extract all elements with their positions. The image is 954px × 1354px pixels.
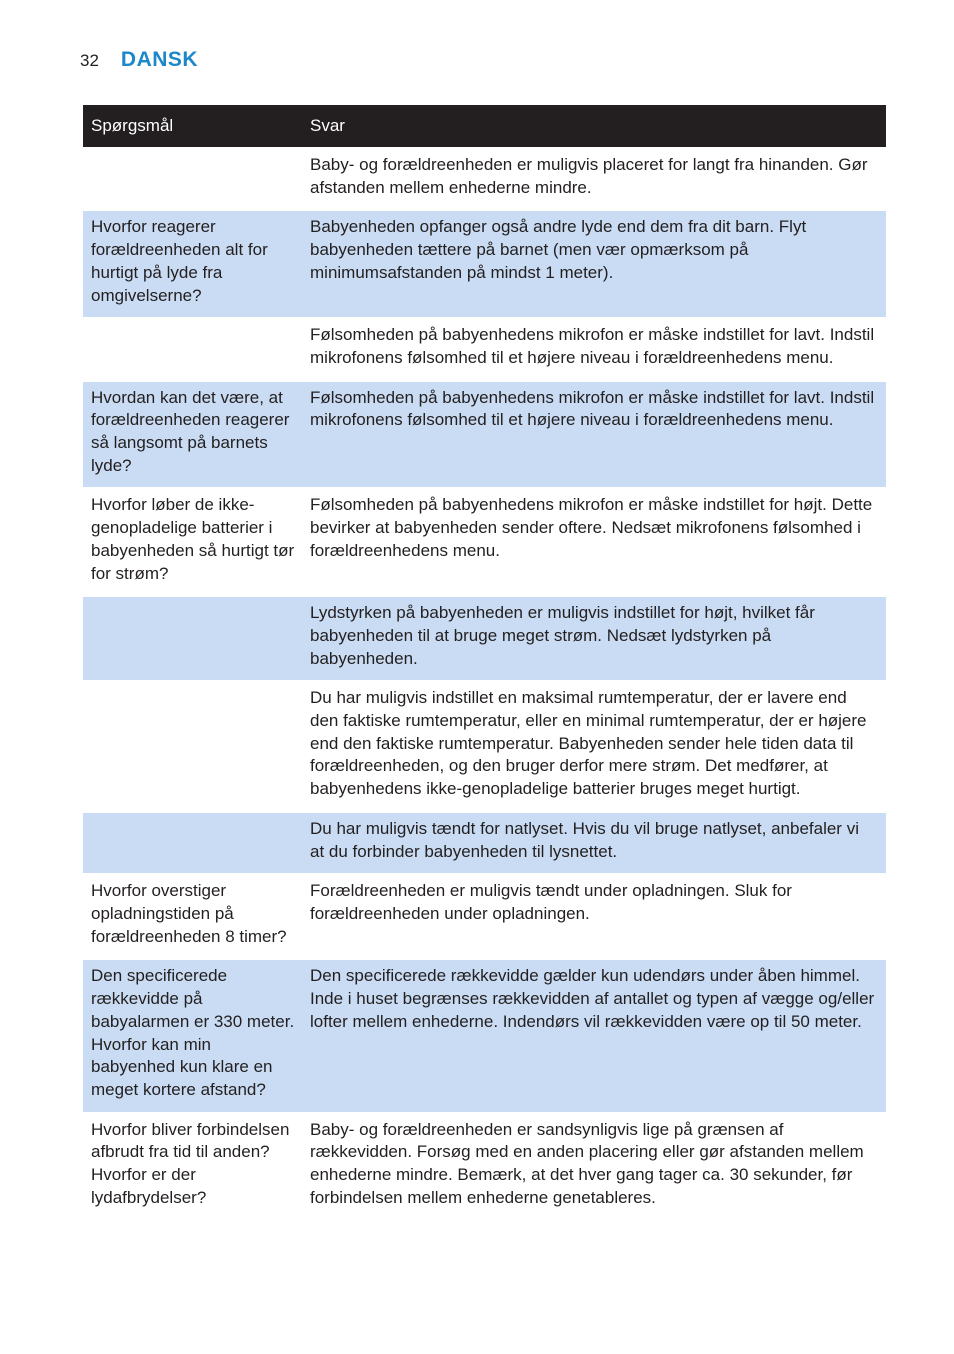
question-cell — [83, 596, 303, 681]
answer-cell: Den specificerede rækkevidde gælder kun udendørs under åben himmel. Inde i huset begrænses rækkevidden af antallet og typen af vægge og/eller lofter mellem enhederne. Indendørs vil rækkevidden være op til 50 meter. — [303, 959, 886, 1112]
table-row — [83, 812, 886, 874]
question-cell — [83, 681, 303, 812]
answer-cell: Baby- og forældreenheden er muligvis placeret for langt fra hinanden. Gør afstanden mellem enhederne mindre. — [303, 148, 886, 210]
table-row — [83, 959, 886, 1112]
table-header-row — [83, 105, 886, 148]
question-cell: Hvorfor reagerer forældreenheden alt for hurtigt på lyde fra omgivelserne? — [83, 210, 303, 318]
question-cell — [83, 812, 303, 874]
answer-cell: Du har muligvis tændt for natlyset. Hvis du vil bruge natlyset, anbefaler vi at du forbinder babyenheden til lysnettet. — [303, 812, 886, 874]
answer-cell: Forældreenheden er muligvis tændt under opladningen. Sluk for forældreenheden under opladningen. — [303, 874, 886, 959]
answer-cell: Babyenheden opfanger også andre lyde end dem fra dit barn. Flyt babyenheden tættere på barnet (men vær opmærksom på minimumsafstanden på mindst 1 meter). — [303, 210, 886, 318]
answer-cell: Følsomheden på babyenhedens mikrofon er måske indstillet for lavt. Indstil mikrofonens følsomhed til et højere niveau i forældreenhedens menu. — [303, 318, 886, 380]
question-cell — [83, 318, 303, 380]
question-cell — [83, 148, 303, 210]
table-row — [83, 148, 886, 210]
question-cell: Hvorfor løber de ikke-genopladelige batterier i babyenheden så hurtigt tør for strøm? — [83, 488, 303, 596]
section-title: DANSK — [120, 48, 199, 71]
table-row — [83, 874, 886, 959]
column-header-answer: Svar — [303, 105, 886, 148]
table-row — [83, 381, 886, 489]
question-cell: Hvordan kan det være, at forældreenheden reagerer så langsomt på barnets lyde? — [83, 381, 303, 489]
table-row — [83, 1113, 886, 1220]
question-cell: Hvorfor overstiger opladningstiden på forældreenheden 8 timer? — [83, 874, 303, 959]
answer-cell: Baby- og forældreenheden er sandsynligvis lige på grænsen af rækkevidden. Forsøg med en anden placering eller gør afstanden mellem enhederne mindre. Bemærk, at det hver gang tager ca. 30 sekunder, før forbindelsen mellem enhederne genetableres. — [303, 1113, 886, 1220]
faq-table — [83, 105, 886, 1219]
answer-cell: Følsomheden på babyenhedens mikrofon er måske indstillet for højt. Dette bevirker at babyenheden sender oftere. Nedsæt mikrofonens følsomhed i forældreenhedens menu. — [303, 488, 886, 596]
page-number: 32 — [80, 51, 99, 70]
page-header — [80, 48, 198, 72]
table-row — [83, 596, 886, 681]
column-header-question: Spørgsmål — [83, 105, 303, 148]
table-row — [83, 681, 886, 812]
table-row — [83, 318, 886, 380]
question-cell: Den specificerede rækkevidde på babyalarmen er 330 meter. Hvorfor kan min babyenhed kun klare en meget kortere afstand? — [83, 959, 303, 1112]
table-row — [83, 488, 886, 596]
answer-cell: Lydstyrken på babyenheden er muligvis indstillet for højt, hvilket får babyenheden til at bruge meget strøm. Nedsæt lydstyrken på babyenheden. — [303, 596, 886, 681]
answer-cell: Følsomheden på babyenhedens mikrofon er måske indstillet for lavt. Indstil mikrofonens følsomhed til et højere niveau i forældreenhedens menu. — [303, 381, 886, 489]
question-cell: Hvorfor bliver forbindelsen afbrudt fra tid til anden? Hvorfor er der lydafbrydelser? — [83, 1113, 303, 1220]
answer-cell: Du har muligvis indstillet en maksimal rumtemperatur, der er lavere end den faktiske rumtemperatur, eller en minimal rumtemperatur, der er højere end den faktiske rumtemperatur. Babyenheden sender hele tiden data til forældreenheden, og den bruger derfor mere strøm. Det medfører, at babyenhedens ikke-genopladelige batterier bruges meget hurtigt. — [303, 681, 886, 812]
table-row — [83, 210, 886, 318]
